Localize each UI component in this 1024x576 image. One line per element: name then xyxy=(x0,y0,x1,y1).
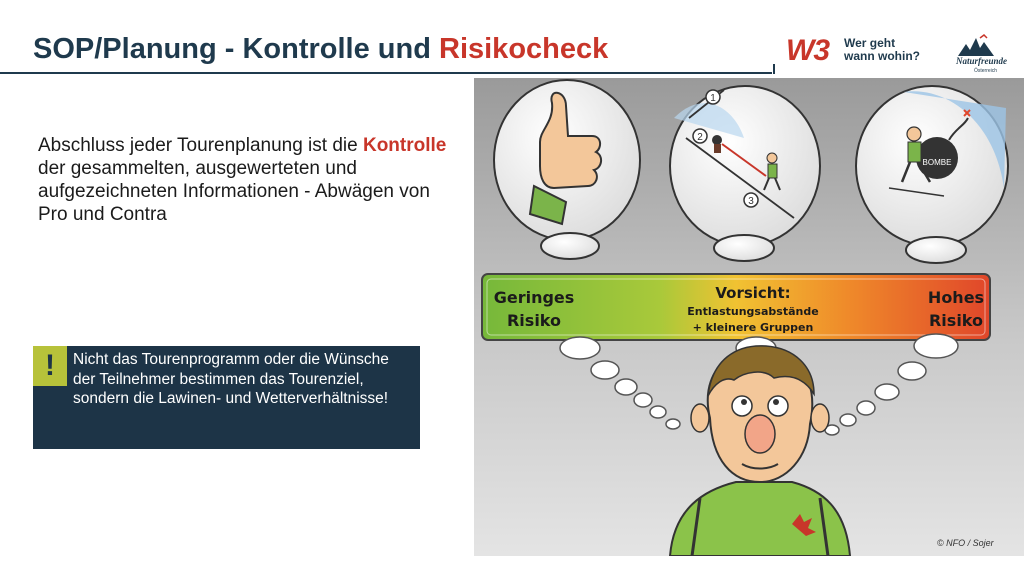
intro-paragraph xyxy=(38,134,458,226)
intro-highlight: Kontrolle xyxy=(362,135,447,156)
title-main: SOP/Planung - Kontrolle und xyxy=(33,33,439,65)
image-credit: © NFO / Sojer xyxy=(937,538,994,548)
intro-text-1: Abschluss jeder Tourenplanung ist die xyxy=(38,135,363,156)
risk-low-line2: Risiko xyxy=(506,311,562,330)
naturfreunde-logo-icon xyxy=(954,34,1014,74)
title-divider-tick xyxy=(773,64,775,74)
bomb-label: BOMBE xyxy=(922,158,952,167)
step-number-2: 2 xyxy=(697,132,703,143)
risk-mid-line3: + kleinere Gruppen xyxy=(692,321,814,334)
logo-org-sub: Österreich xyxy=(974,68,998,74)
risk-low-line1: Geringes xyxy=(493,288,575,307)
intro-text-2: der gesammelten, ausgewerteten und aufgezeichneten Informationen - Abwägen von Pro und Contra xyxy=(38,158,430,225)
step-number-1: 1 xyxy=(710,93,716,104)
risk-mid-line1: Vorsicht: xyxy=(715,284,791,302)
exclamation-icon: ! xyxy=(33,346,67,386)
warning-box xyxy=(33,346,420,449)
risk-high-line1: Hohes xyxy=(927,288,985,307)
header-logo xyxy=(786,34,1016,74)
risk-check-illustration xyxy=(474,78,1024,556)
w3-logo: W3 xyxy=(786,34,829,67)
title-accent: Risikocheck xyxy=(439,33,609,65)
logo-tagline-line2: wann wohin? xyxy=(844,49,920,63)
risk-scale-icon xyxy=(482,274,990,340)
logo-tagline-line1: Wer geht xyxy=(844,36,896,50)
warning-text: Nicht das Tourenprogramm oder die Wünsche der Teilnehmer bestimmen das Tourenziel, sondern die Lawinen- und Wetterverhältnisse! xyxy=(73,351,389,407)
title-underline xyxy=(0,72,772,74)
logo-org-name: Naturfreunde xyxy=(956,56,1008,66)
risk-high-line2: Risiko xyxy=(928,311,984,330)
page-title xyxy=(33,33,608,66)
step-number-3: 3 xyxy=(748,196,754,207)
logo-tagline xyxy=(844,37,920,63)
risk-mid-line2: Entlastungsabstände xyxy=(687,305,819,318)
